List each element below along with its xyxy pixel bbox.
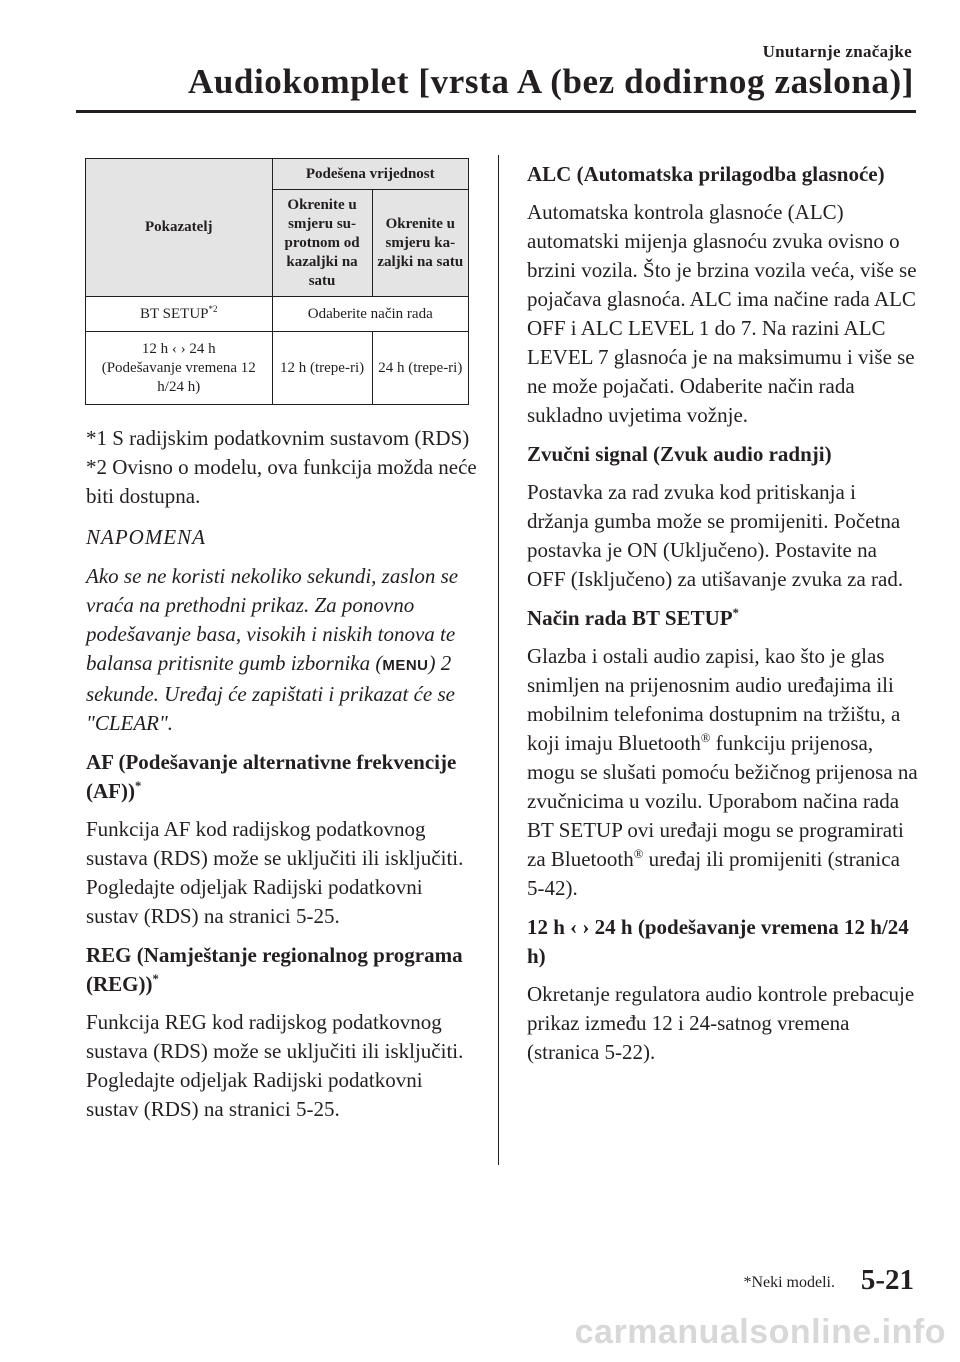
- time-format-heading: 12 h ‹ › 24 h (podešavanje vremena 12 h/24 h): [527, 915, 909, 968]
- table-row: [86, 332, 469, 405]
- asterisk-marker: *: [732, 606, 739, 620]
- table-cell-indicator: [86, 332, 273, 405]
- clockwise-column-header: Okrenite u smjeru ka-zaljki na satu: [372, 190, 468, 297]
- note-text-part-1: Ako se ne koristi nekoliko sekundi, zaslon se vraća na prethodni prikaz. Za ponovno podešavanje basa, visokih i niskih tonova te balansa pritisnite gumb izbornika (: [86, 564, 459, 675]
- table-cell-cw-value: 24 h (trepe-ri): [372, 332, 468, 405]
- registered-mark: ®: [700, 731, 711, 745]
- registered-mark: ®: [633, 847, 644, 861]
- af-paragraph-2: Pogledajte odjeljak Radijski podatkovni sustav (RDS) na stranici 5-25.: [86, 875, 423, 928]
- bt-setup-heading: [527, 604, 919, 633]
- footnote-1: *1 S radijskim podatkovnim sustavom (RDS): [86, 426, 470, 450]
- indicator-text: BT SETUP: [140, 305, 209, 322]
- indicator-column-header: Pokazatelj: [86, 159, 273, 297]
- alc-paragraph: Automatska kontrola glasnoće (ALC) automatski mijenja glasnoću zvuka ovisno o brzini vozila. Što je brzina vozila veća, više se pojačava glasnoća. ALC ima načine rada ALC OFF i ALC LEVEL 1 do 7. Na razini ALC LEVEL 7 glasnoća je na maksimumu i više se ne može pojačati. Odaberite način rada sukladno uvjetima vožnje.: [527, 200, 917, 427]
- note-title: NAPOMENA: [86, 525, 206, 549]
- reg-paragraph-2: Pogledajte odjeljak Radijski podatkovni sustav (RDS) na stranici 5-25.: [86, 1068, 423, 1121]
- table-row: [86, 297, 469, 332]
- bt-setup-heading-text: Način rada BT SETUP: [527, 606, 733, 630]
- beep-paragraph: Postavka za rad zvuka kod pritiskanja i držanja gumba može se promijeniti. Početna postavka je ON (Uključeno). Postavite na OFF (Isključeno) za utišavanje zvuka za rad.: [527, 480, 904, 591]
- table-cell-indicator: [86, 297, 273, 332]
- right-column: [527, 160, 919, 1077]
- column-divider: [498, 155, 499, 1165]
- table-header-row: [86, 159, 469, 190]
- page-title: Audiokomplet [vrsta A (bez dodirnog zaslona)]: [187, 62, 914, 101]
- header-section-label: Unutarnje značajke: [762, 42, 912, 61]
- settings-table: [85, 158, 469, 405]
- footnote-2: *2 Ovisno o modelu, ova funkcija možda neće biti dostupna.: [86, 455, 477, 508]
- reg-heading: [86, 941, 478, 999]
- left-column: [86, 424, 478, 1134]
- bt-text-a: Glazba i ostali audio zapisi, kao što je glas snimljen na prijenosnim audio uređajima ili mobilnim telefonima dostupnim na tržištu, a koji imaju Bluetooth: [527, 644, 901, 755]
- footnote-marker: *2: [208, 303, 218, 314]
- note-text-part-2: ) 2 sekunde. Uređaj će zapištati i prikazat će se "CLEAR".: [86, 651, 455, 735]
- asterisk-marker: *: [134, 779, 142, 793]
- header-rule: [76, 110, 916, 113]
- menu-key-icon: MENU: [382, 657, 429, 674]
- asterisk-marker: *: [152, 972, 159, 986]
- bt-text-c: uređaj ili promijeniti (stranica 5-42).: [527, 847, 900, 900]
- footer-note: *Neki modeli.: [743, 1274, 835, 1291]
- table-cell-merged-value: Odaberite način rada: [272, 297, 468, 332]
- bt-text-b: funkciju prijenosa, mogu se slušati pomoću bežičnog prijenosa na zvučnicima u vozilu. Uporabom načina rada BT SETUP ovi uređaji mogu se programirati za Bluetooth: [527, 731, 918, 871]
- counterclockwise-column-header: Okrenite u smjeru su-protnom od kazaljki na satu: [272, 190, 372, 297]
- page-number: 5-21: [860, 1264, 914, 1296]
- af-paragraph-1: Funkcija AF kod radijskog podatkovnog sustava (RDS) može se uključiti ili isključiti.: [86, 817, 464, 870]
- note-text: [86, 562, 478, 738]
- indicator-line-1: 12 h ‹ › 24 h: [141, 340, 216, 357]
- reg-heading-text: REG (Namještanje regionalnog programa (REG)): [86, 943, 463, 996]
- af-heading: [86, 748, 478, 806]
- af-heading-text: AF (Podešavanje alternativne frekvencije (AF)): [86, 750, 457, 803]
- watermark: carmanualsonline.info: [574, 1313, 946, 1351]
- indicator-line-2: (Podešavanje vremena 12 h/24 h): [101, 359, 256, 395]
- set-value-group-header: Podešena vrijednost: [272, 159, 468, 190]
- table-cell-ccw-value: 12 h (trepe-ri): [272, 332, 372, 405]
- bt-setup-paragraph: [527, 642, 919, 903]
- reg-paragraph-1: Funkcija REG kod radijskog podatkovnog sustava (RDS) može se uključiti ili isključiti.: [86, 1010, 464, 1063]
- time-format-paragraph: Okretanje regulatora audio kontrole prebacuje prikaz između 12 i 24-satnog vremena (stranica 5-22).: [527, 982, 915, 1064]
- alc-heading: ALC (Automatska prilagodba glasnoće): [527, 162, 885, 186]
- beep-heading: Zvučni signal (Zvuk audio radnji): [527, 442, 832, 466]
